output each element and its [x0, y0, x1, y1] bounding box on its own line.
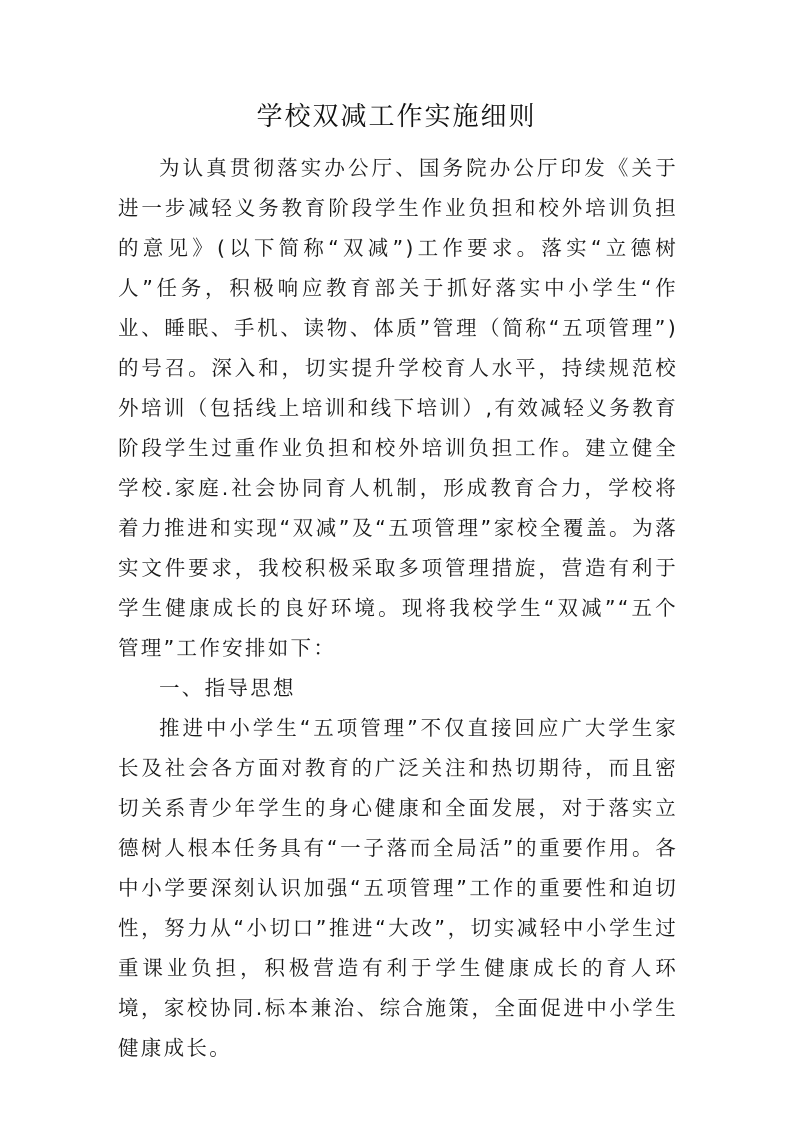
guiding-ideology-paragraph: 推进中小学生“五项管理”不仅直接回应广大学生家长及社会各方面对教育的广泛关注和热切期待，而且密切关系青少年学生的身心健康和全面发展，对于落实立德树人根本任务具有“一子落而全局活”的重要作用。各中小学要深刻认识加强“五项管理”工作的重要性和迫切性，努力从“小切口”推进“大改”，切实减轻中小学生过重课业负担，积极营造有利于学生健康成长的育人环境，家校协同.标本兼治、综合施策，全面促进中小学生健康成长。	[118, 716, 678, 1060]
document-body	[118, 148, 678, 1068]
document-title: 学校双减工作实施细则	[256, 102, 537, 132]
section-heading-guiding-ideology: 一、指导思想	[159, 676, 296, 700]
intro-paragraph: 为认真贯彻落实办公厅、国务院办公厅印发《关于进一步减轻义务教育阶段学生作业负担和校外培训负担的意见》(以下简称“双减”)工作要求。落实“立德树人”任务，积极响应教育部关于抓好落实中小学生“作业、睡眠、手机、读物、体质”管理（简称“五项管理”)的号召。深入和，切实提升学校育人水平，持续规范校外培训（包括线上培训和线下培训）,有效减轻义务教育阶段学生过重作业负担和校外培训负担工作。建立健全学校.家庭.社会协同育人机制，形成教育合力，学校将着力推进和实现“双减”及“五项管理”家校全覆盖。为落实文件要求，我校积极采取多项管理措旋，营造有利于学生健康成长的良好环境。现将我校学生“双减”“五个管理”工作安排如下：	[118, 156, 678, 660]
